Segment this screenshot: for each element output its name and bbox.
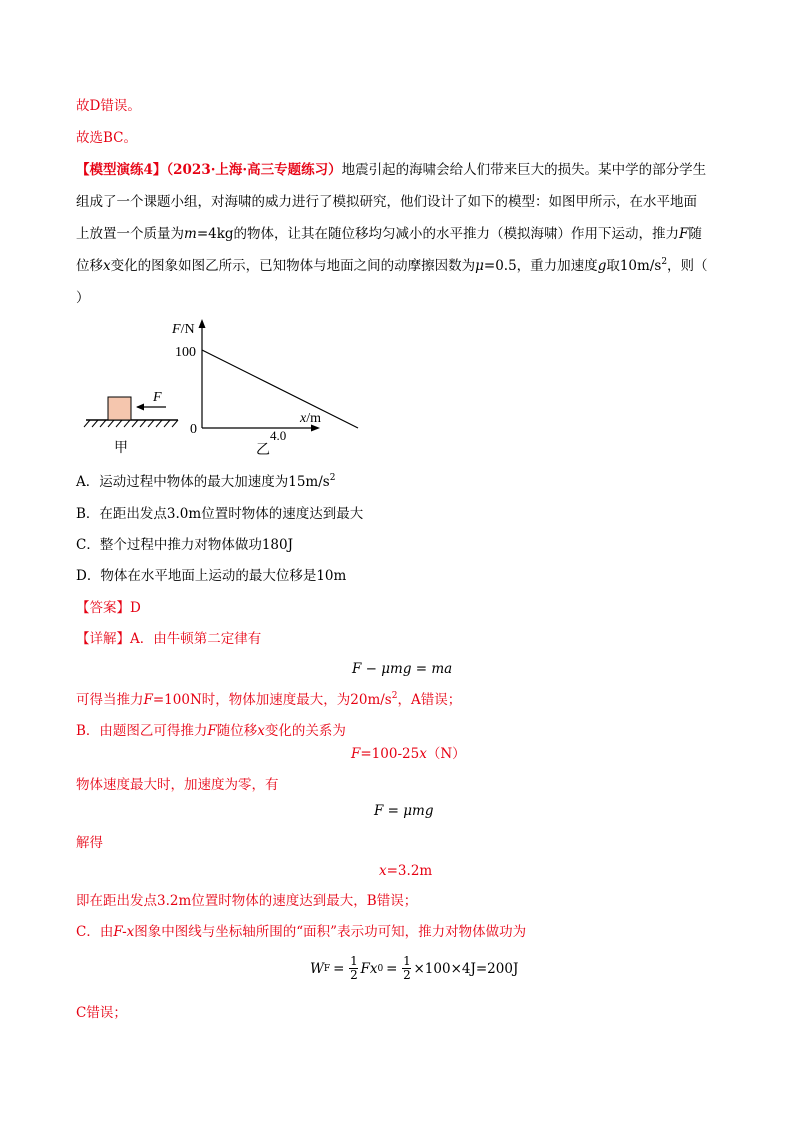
figure-label-jia: 甲 [114,441,128,456]
b1b: F [207,723,217,739]
q3e: 随 [688,226,702,242]
figure-jia [84,390,178,456]
equation-2 [351,744,466,764]
eq5-equals-2: = [386,960,398,977]
q3a: 上放置一个质量为 [76,226,184,242]
c1b: F-x [113,924,135,940]
b1d: x [257,723,265,739]
question-line-4 [76,256,708,276]
q4d: μ [475,258,484,274]
frac2-den: 2 [403,968,411,982]
c-line-2: C错误； [76,1005,127,1021]
eq5-frac-2 [402,955,411,982]
option-a-text: A．运动过程中物体的最大加速度为15m/s [76,474,330,490]
question-line-5: ） [76,290,90,306]
eq5-w: W [310,960,324,977]
q3b: m [184,226,197,242]
answer-line: 【答案】D [76,600,141,616]
q4i: ，则（ [667,258,708,274]
question-text-1: 地震引起的海啸会给人们带来巨大的损失。某中学的部分学生 [341,162,707,178]
eq4b: =3.2m [386,863,433,879]
a4: 2 [391,691,398,701]
a5: ，A错误； [397,692,462,708]
option-a-sup: 2 [329,473,336,483]
b-line-3: 解得 [76,835,103,851]
eq5-sub0: 0 [377,963,384,974]
b1c: 随位移 [216,723,258,739]
b-line-1 [76,721,346,741]
force-label: F [153,390,162,405]
x-tick-label: 4.0 [270,428,287,443]
eq2d: （N） [426,746,466,762]
equation-3 [374,801,433,821]
a-result [76,690,461,710]
c1c: 图象中图线与坐标轴所围的“面积”表示功可知，推力对物体做功为 [134,924,527,940]
figure-label-yi: 乙 [256,443,270,458]
eq2b: =100-25 [360,746,420,762]
question-line-1 [76,160,706,180]
eq2c: x [419,746,427,762]
y-tick-label: 100 [175,345,196,360]
option-a [76,472,335,492]
a3: =100N时，物体加速度最大，为20m/s [152,692,392,708]
y-axis-label: F/N [172,322,195,337]
q4c: 变化的图象如图乙所示，已知物体与地面之间的动摩擦因数为 [110,258,476,274]
question-line-3 [76,224,702,244]
q4b: x [103,258,111,274]
a1: 可得当推力 [76,692,144,708]
c-line-1 [76,922,526,942]
equation-1-text: F − μmg = ma [352,661,453,677]
frac1-den: 2 [350,968,358,982]
ground-hatch [84,420,178,427]
q4e: =0.5，重力加速度 [483,258,598,274]
equation-5 [310,955,518,982]
q4g: 取10m/s [606,258,662,274]
q4a: 位移 [76,258,103,274]
q4h: 2 [661,257,668,267]
question-line-2: 组成了一个课题小组，对海啸的威力进行了模拟研究，他们设计了如下的模型：如图甲所示，在水平地面 [76,194,697,210]
option-d: D．物体在水平地面上运动的最大位移是10m [76,568,347,584]
b-line-4: 即在距出发点3.2m位置时物体的速度达到最大，B错误； [76,893,418,909]
b-line-2: 物体速度最大时，加速度为零，有 [76,777,279,793]
equation-1 [352,659,452,679]
b1a: B．由题图乙可得推力 [76,723,208,739]
x-axis-label: x/m [300,411,321,426]
a2: F [143,692,153,708]
frac2-num: 1 [403,954,411,968]
eq5-tail: ×100×4J=200J [413,960,519,977]
b1e: 变化的关系为 [264,723,346,739]
eq2a: F [351,746,361,762]
series-line [202,350,358,428]
y-axis-arrow [199,319,206,328]
eq5-frac-1 [349,955,358,982]
q3c: =4kg的物体，让其在随位移均匀减小的水平推力（模拟海啸）作用下运动，推力 [196,226,680,242]
q4f: g [597,258,607,274]
origin-label: 0 [190,422,197,437]
question-tag: 【模型演练4】（2023·上海·高三专题练习） [76,162,342,178]
c1a: C．由 [76,924,114,940]
force-arrow-head [136,404,144,411]
eq5-equals-1: = [333,960,345,977]
eq5-sub: F [323,963,331,974]
detail-a: 【详解】A．由牛顿第二定律有 [76,631,262,647]
figure [80,314,360,464]
frac1-num: 1 [350,954,358,968]
option-c: C．整个过程中推力对物体做功180J [76,537,294,553]
q3d: F [679,226,689,242]
figure-yi [171,319,358,458]
eq4a: x [379,863,387,879]
block [108,397,131,420]
eq5-fx: Fx [360,960,378,977]
option-b: B．在距出发点3.0m位置时物体的速度达到最大 [76,506,364,522]
text-choose-bc: 故选BC。 [76,130,138,146]
equation-3-text: F = μmg [374,803,434,819]
text-d-wrong: 故D错误。 [76,98,141,114]
equation-4 [379,861,432,881]
